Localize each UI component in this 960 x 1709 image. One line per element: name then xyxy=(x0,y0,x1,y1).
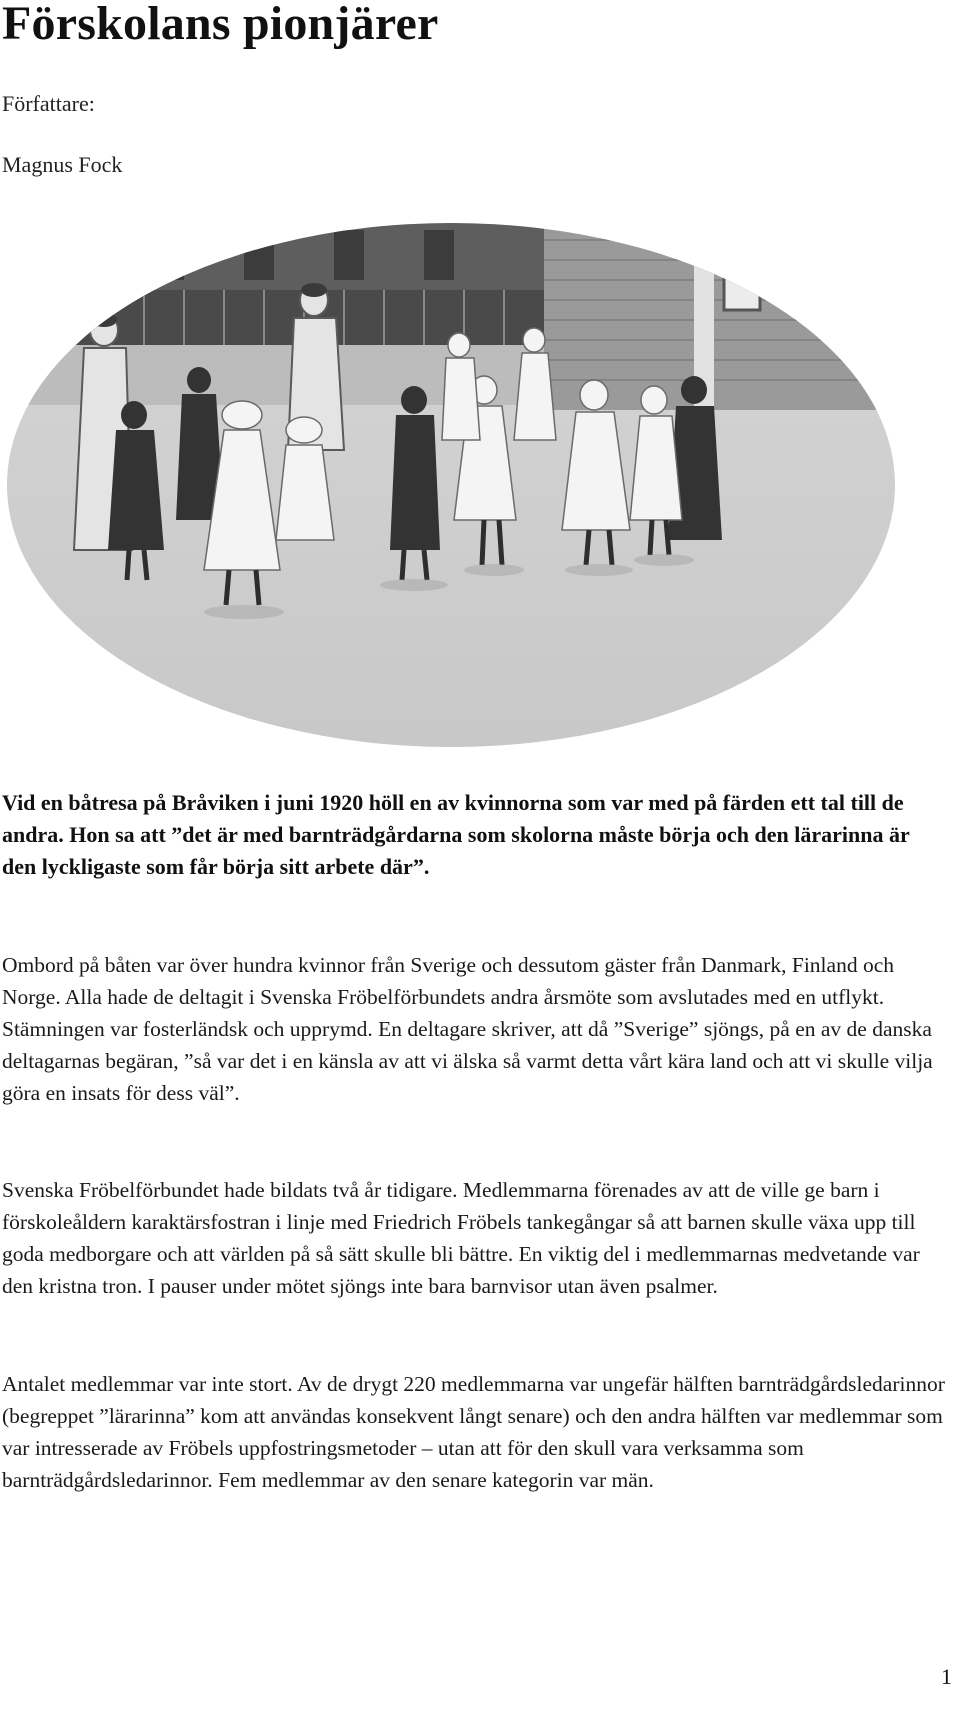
body-paragraph: Svenska Fröbelförbundet hade bildats två år tidigare. Medlemmarna förenades av att de ville ge barn i förskoleåldern karaktärsfostran i linje med Friedrich Fröbels tankegångar så att barnen skulle växa upp till goda medborgare och att världen på så sätt skulle bli bättre. En viktig del i medlemmarnas medvetande var den kristna tron. I pauser under mötet sjöngs inte bara barnvisor utan även psalmer. xyxy=(2,1178,920,1298)
author-name: Magnus Fock xyxy=(2,152,123,177)
author-label: Författare: xyxy=(2,91,95,116)
page-number: 1 xyxy=(941,1664,952,1689)
photo-illustration xyxy=(4,220,898,750)
page-title: Förskolans pionjärer xyxy=(2,0,439,50)
lead-paragraph: Vid en båtresa på Bråviken i juni 1920 höll en av kvinnorna som var med på färden ett tal till de andra. Hon sa att ”det är med barnträdgårdarna som skolorna måste börja och den lärarinna är den lyckligaste som får börja sitt arbete där”. xyxy=(2,790,910,879)
body-paragraph: Antalet medlemmar var inte stort. Av de drygt 220 medlemmarna var ungefär hälften barnträdgårdsledarinnor (begreppet ”lärarinna” kom att användas konsekvent långt senare) och den andra hälften var medlemmar som var intresserade av Fröbels uppfostringsmetoder – utan att för den skull vara verksamma som barnträdgårdsledarinnor. Fem medlemmar av den senare kategorin var män. xyxy=(2,1372,945,1492)
oval-photo xyxy=(4,220,898,750)
body-paragraph: Ombord på båten var över hundra kvinnor från Sverige och dessutom gäster från Danmark, Finland och Norge. Alla hade de deltagit i Svenska Fröbelförbundets andra årsmöte som avslutades med en utflykt. Stämningen var fosterländsk och upprymd. En deltagare skriver, att då ”Sverige” sjöngs, på en av de danska deltagarnas begäran, ”så var det i en känsla av att vi älska så varmt detta vårt kära land och att vi skulle vilja göra en insats för dess väl”. xyxy=(2,953,933,1105)
